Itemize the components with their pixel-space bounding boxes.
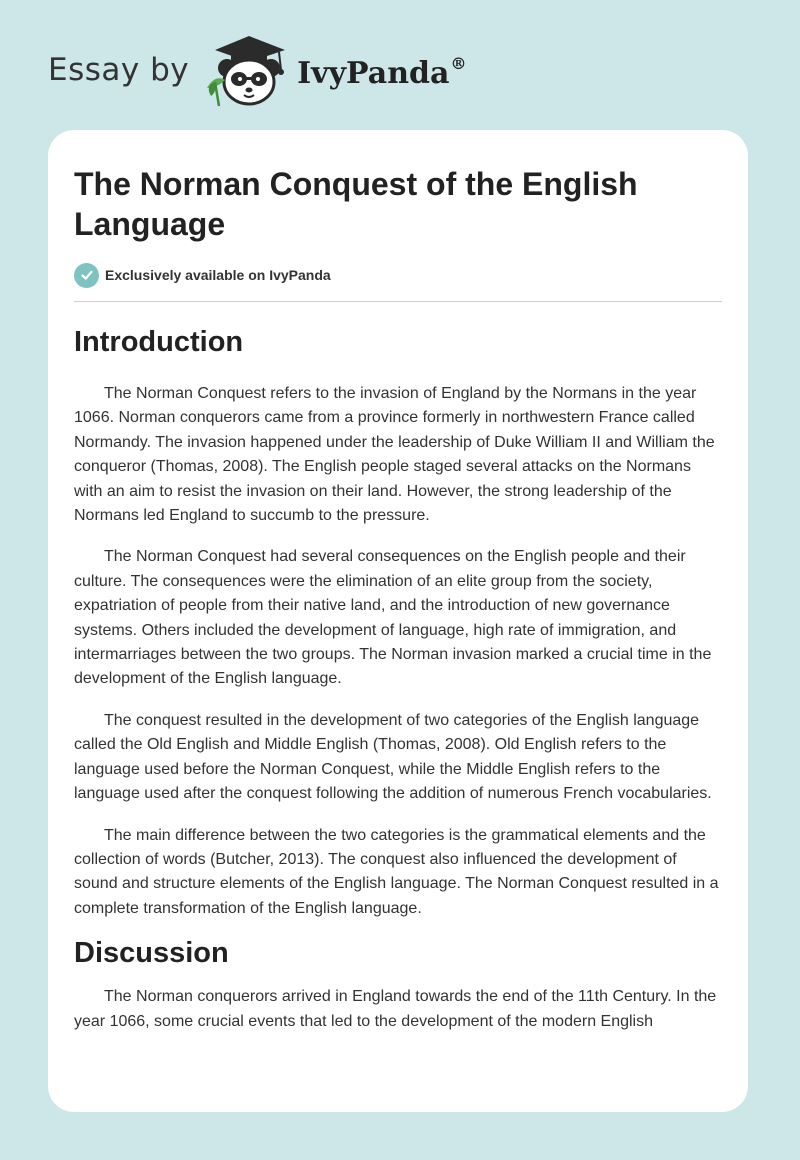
- exclusive-badge: [74, 262, 722, 288]
- page-title: The Norman Conquest of the English Language: [74, 166, 638, 242]
- essay-card: [48, 130, 748, 1112]
- essay-content: [74, 164, 722, 1034]
- section-heading-discussion: Discussion: [74, 937, 229, 970]
- panda-logo-icon[interactable]: [201, 30, 293, 110]
- section-heading-introduction: Introduction: [74, 326, 244, 358]
- divider: [74, 301, 722, 302]
- essay-by-label: Essay by: [48, 52, 190, 88]
- registered-mark: ®: [450, 53, 467, 73]
- site-header: [48, 30, 466, 110]
- paragraph: The Norman conquerors arrived in England towards the end of the 11th Century. In the year 1066, some crucial events that led to the development of the modern English: [74, 988, 717, 1030]
- brand-name[interactable]: IvyPanda®: [297, 53, 467, 91]
- check-icon: [74, 263, 99, 288]
- paragraph: The Norman Conquest had several consequences on the English people and their culture. The consequences were the elimination of an elite group from the society, expatriation of people from their native land, and the introduction of new governance systems. Others included the development of language, high rate of immigration, and intermarriages between the two groups. The Norman invasion marked a crucial time in the development of the English language.: [74, 548, 712, 688]
- paragraph: The main difference between the two categories is the grammatical elements and the collection of words (Butcher, 2013). The conquest also influenced the development of sound and structure elements of the English language. The Norman Conquest resulted in a complete transformation of the English language.: [74, 826, 719, 917]
- paragraph: The conquest resulted in the development of two categories of the English language called the Old English and Middle English (Thomas, 2008). Old English refers to the language used before the Norman Conquest, while the Middle English refers to the language used after the conquest following the addition of numerous French vocabularies.: [74, 711, 712, 803]
- badge-label: Exclusively available on IvyPanda: [105, 267, 331, 283]
- paragraph: The Norman Conquest refers to the invasion of England by the Normans in the year 1066. Norman conquerors came from a province formerly in northwestern France called Normandy. The invasion happened under the leadership of Duke William II and William the conqueror (Thomas, 2008). The English people staged several attacks on the Normans with an aim to resist the invasion on their land. However, the strong leadership of the Normans led England to succumb to the pressure.: [74, 385, 715, 525]
